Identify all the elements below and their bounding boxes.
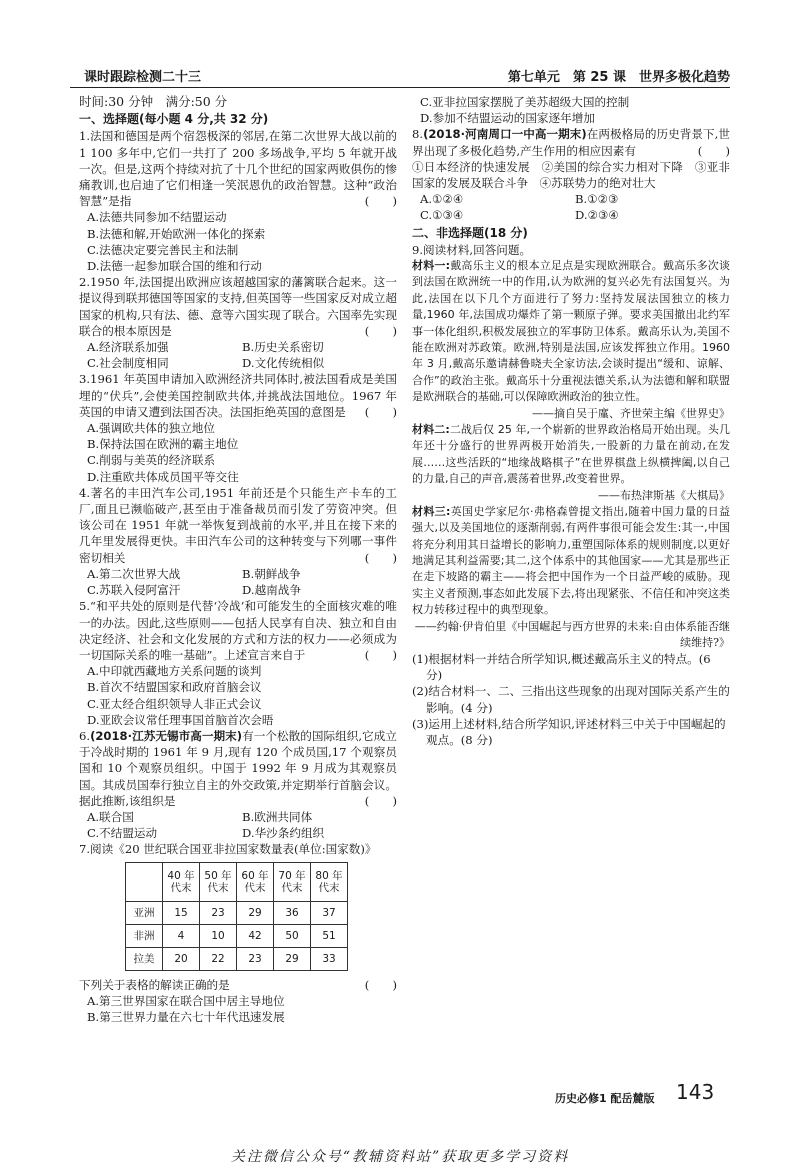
q2-option-d: D.文化传统相似 (242, 356, 325, 371)
q8-items: ①日本经济的快速发展 ②美国的综合实力相对下降 ③亚非国家的发展及联合斗争 ④苏联势力的绝对壮大 (412, 159, 730, 191)
q1-option-a: A.法德共同参加不结盟运动 (87, 210, 227, 225)
q6-options-row2 (79, 825, 397, 841)
header-left: 课时跟踪检测二十三 (84, 70, 202, 85)
table-cell: 36 (274, 901, 311, 924)
table-cell: 23 (200, 901, 237, 924)
q9-material-1-cite: ——摘自吴于廑、齐世荣主编《世界史》 (532, 406, 730, 420)
q5-option-b: B.首次不结盟国家和政府首脑会议 (87, 680, 262, 695)
q3-option-a: A.强调欧共体的独立地位 (87, 421, 215, 436)
table-cell: 37 (311, 901, 348, 924)
q8-option-d: D.②③④ (575, 208, 619, 223)
table-row-label: 亚洲 (126, 901, 163, 924)
table-cell: 22 (200, 947, 237, 970)
q9-stem: 9.阅读材料,回答问题。 (412, 242, 532, 257)
q2-option-a: A.经济联系加强 (87, 340, 169, 355)
q4-options-row2 (79, 582, 397, 598)
q8-option-b: B.①②③ (575, 192, 619, 207)
q3-option-b: B.保持法国在欧洲的霸主地位 (87, 437, 239, 452)
q7-ask: 下列关于表格的解读正确的是 ( ) (79, 977, 397, 992)
q5-option-c: C.亚太经合组织领导人非正式会议 (87, 696, 262, 711)
table-cell: 50 (274, 924, 311, 947)
q8-option-c: C.①③④ (420, 208, 464, 223)
q6-stem: 6.(2018·江苏无锡市高一期末)有一个松散的国际组织,它成立于冷战时期的 1961 年 9 月,现有 120 个成员国,17 个观察员国和 10 个观察员组织。中国于 1992 年 9 月成为其观察员国。其成员国奉行独立自主的外交政策,并定期举行首脑会议。据此推断,该组织是 ( ) (79, 728, 397, 808)
table-col-header: 70 年代末 (274, 862, 311, 901)
q6-option-a: A.联合国 (87, 809, 134, 824)
q9-material-2-cite: ——布热津斯基《大棋局》 (598, 488, 730, 502)
table-row (126, 901, 348, 924)
q5-stem: 5.“和平共处的原则是代替‘冷战’和可能发生的全面核灾难的唯一的办法。因此,这些原则——包括人民享有自决、独立和自由决定经济、社会和文化发展的方式和方法的权力——必须成为一切国际关系的唯一基础”。上述宣言来自于 ( ) (79, 599, 397, 662)
q9-ask-3: (3)运用上述材料,结合所学知识,评述材料三中关于中国崛起的观点。(8 分) (412, 716, 726, 747)
q9-material-3-cite: ——约翰·伊肯伯里《中国崛起与西方世界的未来:自由体系能否继续维持?》 (414, 619, 730, 649)
table-row (126, 924, 348, 947)
q7-table (125, 862, 348, 971)
table-cell: 4 (163, 924, 200, 947)
q3-option-c: C.削弱与美英的经济联系 (87, 453, 216, 468)
q9-ask-1: (1)根据材料一并结合所学知识,概述戴高乐主义的特点。(6 分) (412, 651, 711, 683)
q1-option-d: D.法德一起参加联合国的维和行动 (87, 259, 262, 274)
q6-option-b: B.欧洲共同体 (242, 809, 313, 824)
q8-option-a: A.①②④ (420, 192, 464, 207)
q4-stem: 4.著名的丰田汽车公司,1951 年前还是个只能生产卡车的工厂,面且已濒临破产,甚至由于准备裁员而引发了劳资冲突。但该公司在 1951 年就一举恢复到战前的水平,并且在接下来的几年里发展得更快。丰田汽车公司的这种转变与下列哪一事件密切相关 ( ) (79, 485, 397, 565)
table-cell: 23 (237, 947, 274, 970)
q7-option-c: C.亚非拉国家摆脱了美苏超级大国的控制 (420, 95, 630, 109)
table-col-header: 50 年代末 (200, 862, 237, 901)
q2-option-c: C.社会制度相同 (87, 356, 169, 371)
header-right: 第七单元 第 25 课 世界多极化趋势 (507, 70, 730, 85)
q8-options-row2 (412, 207, 730, 223)
q6-option-c: C.不结盟运动 (87, 826, 158, 841)
q4-option-b: B.朝鲜战争 (242, 566, 301, 581)
q7-option-d: D.参加不结盟运动的国家逐年增加 (420, 111, 595, 126)
q4-options-row1 (79, 566, 397, 582)
table-header-row (126, 862, 348, 901)
q8-stem: 8.(2018·河南周口一中高一期末)在两极格局的历史背景下,世界出现了多极化趋势,产生作用的相应因素有 ( ) (412, 127, 730, 158)
table-row-label: 非洲 (126, 924, 163, 947)
table-col-header: 40 年代末 (163, 862, 200, 901)
page-number: 143 (676, 1080, 715, 1104)
table-cell: 42 (237, 924, 274, 947)
q4-option-c: C.苏联入侵阿富汗 (87, 583, 181, 598)
page-header (70, 66, 730, 86)
q5-option-a: A.中印就西藏地方关系问题的谈判 (87, 664, 262, 679)
bottom-note: 关注微信公众号“教辅资料站”获取更多学习资料 (230, 1149, 570, 1165)
q9-ask-2: (2)结合材料一、二、三指出这些现象的出现对国际关系产生的影响。(4 分) (412, 684, 730, 715)
q6-option-d: D.华沙条约组织 (242, 826, 325, 841)
table-cell: 51 (311, 924, 348, 947)
table-cell: 29 (237, 901, 274, 924)
q7-stem: 7.阅读《20 世纪联合国亚非拉国家数量表(单位:国家数)》 (79, 842, 377, 857)
q9-material-1: 材料一:戴高乐主义的根本立足点是实现欧洲联合。戴高乐多次谈到法国在欧洲统一中的作用,认为欧洲的复兴必先有法国复兴。为此,法国在以下几个方面进行了努力:坚持发展法国独立的核力量,1960 年,法国成功爆炸了第一颗原子弹。要求美国撤出北约军事一体化组织,积极发展独立的军事防卫体系。戴高乐认为,美国不能在欧洲对苏政策。欧洲,特别是法国,应该发挥独立作用。1960 年 3 月,戴高乐邀请赫鲁晓夫全家访法,会谈时提出“缓和、谅解、合作”的政治主张。戴高乐十分重视法德关系,认为法德和解和联盟是欧洲联合的基础,可以保障欧洲政治的独立性。 (412, 259, 730, 404)
table-cell: 10 (200, 924, 237, 947)
q8-options-row1 (412, 191, 730, 207)
q6-options-row1 (79, 809, 397, 825)
table-row-label: 拉美 (126, 947, 163, 970)
q2-option-b: B.历史关系密切 (242, 340, 324, 355)
q1-option-c: C.法德决定要完善民主和法制 (87, 242, 239, 257)
footer-book-label: 历史必修1 配岳麓版 (555, 1092, 655, 1105)
right-column (412, 94, 730, 748)
left-column (79, 94, 397, 1025)
table-cell: 33 (311, 947, 348, 970)
table-col-header: 60 年代末 (237, 862, 274, 901)
table-cell: 29 (274, 947, 311, 970)
q7-option-a: A.第三世界国家在联合国中居主导地位 (87, 993, 285, 1008)
q3-stem: 3.1961 年英国申请加入欧洲经济共同体时,被法国看成是美国埋的“伏兵”,会使美国控制欧共体,并挑战法国地位。1967 年英国的申请又遭到法国否决。法国拒绝英国的意图是 ( ) (79, 372, 397, 419)
section-nonchoice: 二、非选择题(18 分) (412, 225, 528, 240)
table-row (126, 947, 348, 970)
table-cell: 15 (163, 901, 200, 924)
header-rule (70, 87, 730, 88)
q1-stem: 1.法国和德国是两个宿怨极深的邻居,在第二次世界大战以前的 1 100 多年中,它们一共打了 200 多场战争,平均 5 年就开战一次。但是,这两个持续对抗了十几个世纪的国家两败俱伤的惨痛教训,也启迪了它们相逢一笑泯恩仇的政治智慧。这种“政治智慧”是指 ( ) (79, 129, 397, 209)
time-line: 时间:30 分钟 满分:50 分 (79, 94, 228, 109)
table-corner (126, 862, 163, 901)
q9-material-2: 材料二:二战后仅 25 年,一个崭新的世界政治格局开始出现。头几年还十分盛行的世界两极开始消失,一股新的力量在前动,在发展……这些活跃的“地缘战略棋子”在世界棋盘上纵横捭阖,以自己的力量,自己的声音,震荡着世界,改变着世界。 (412, 422, 730, 486)
q2-stem: 2.1950 年,法国提出欧洲应该超越国家的藩篱联合起来。这一提议得到联邦德国等国家的支持,但英国等一些国家反对成立超国家的机构,只有法、德、意等六国实现了联合。六国率先实现联合的根本原因是 ( ) (79, 275, 397, 338)
q4-option-a: A.第二次世界大战 (87, 566, 181, 581)
q1-option-b: B.法德和解,开始欧洲一体化的探索 (87, 226, 266, 241)
section-choice: 一、选择题(每小题 4 分,共 32 分) (79, 112, 269, 127)
q7-option-b: B.第三世界力量在六七十年代迅速发展 (87, 1009, 285, 1024)
q3-option-d: D.注重欧共体成员国平等交往 (87, 469, 239, 484)
q2-options-row2 (79, 355, 397, 371)
q4-option-d: D.越南战争 (242, 583, 301, 598)
q5-option-d: D.亚欧会议常任理事国首脑首次会晤 (87, 712, 274, 727)
table-cell: 20 (163, 947, 200, 970)
q9-material-3: 材料三:英国史学家尼尔·弗格森曾提文指出,随着中国力量的日益强大,以及美国地位的逐渐削弱,有两件事很可能会发生:其一,中国将充分利用其日益增长的影响力,重塑国际体系的规则制度,以更好地满足其利益需要;其二,这个体系中的其他国家——尤其是那些正在走下坡路的霸主——将会把中国作为一个日益严峻的威胁。现实主义者预测,事态如此发展下去,将出现紧张、不信任和冲突这类权力转移过程中的典型现象。 (412, 504, 730, 617)
table-col-header: 80 年代末 (311, 862, 348, 901)
q2-options-row1 (79, 339, 397, 355)
